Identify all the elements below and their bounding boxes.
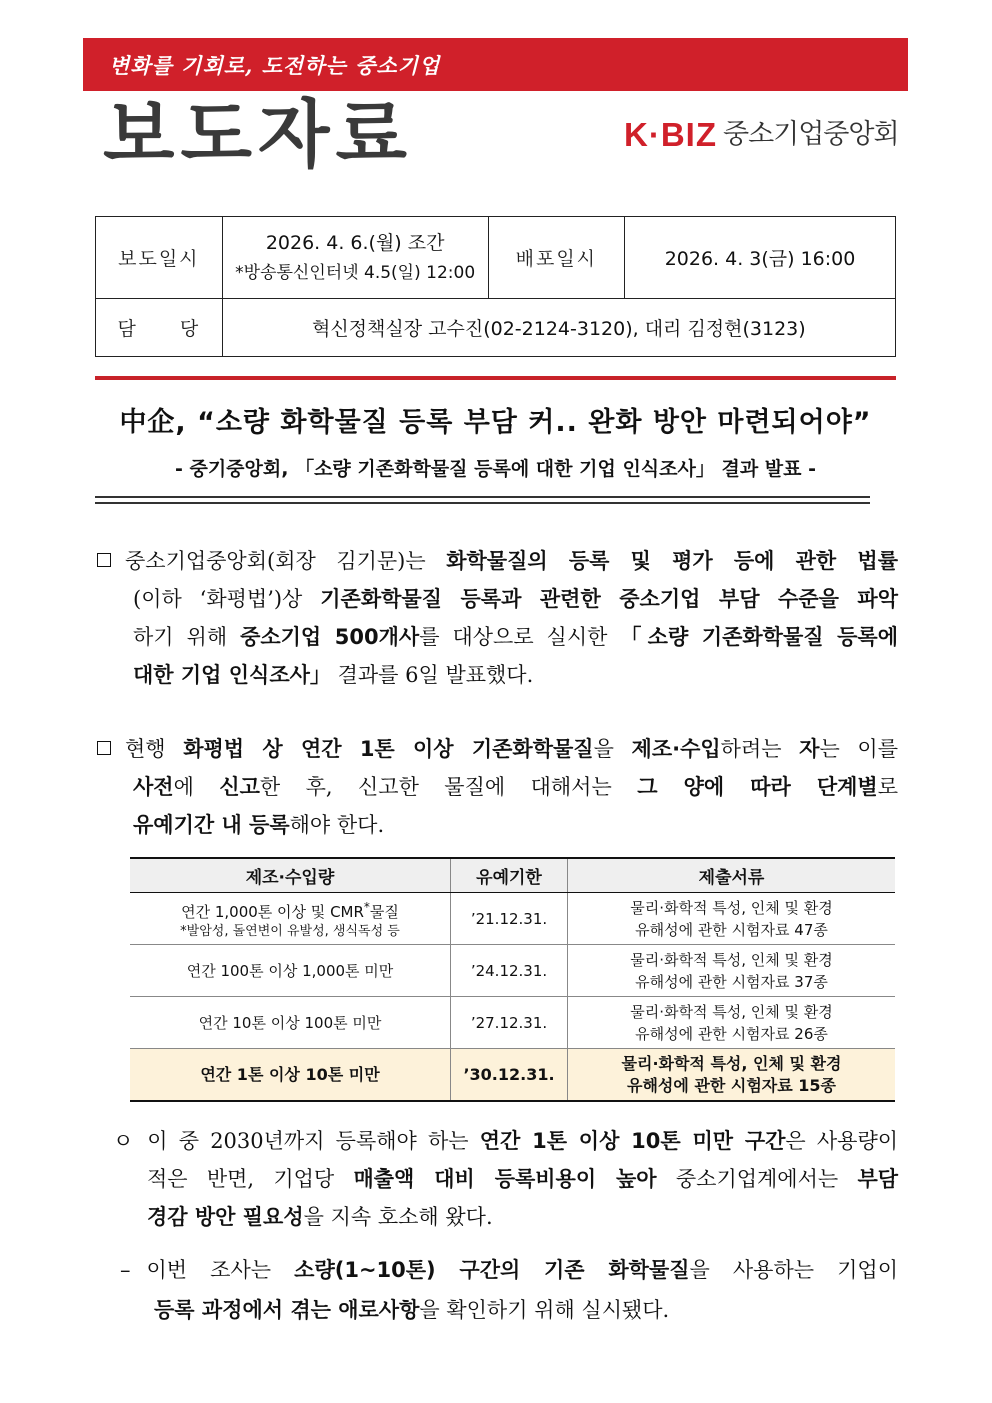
cell-quantity-note: *발암성, 돌연변이 유발성, 생식독성 등: [180, 924, 400, 939]
release-date-cell: [222, 217, 488, 299]
contact-label: 담 당: [96, 299, 223, 357]
col-header-quantity: 제조·수입량: [130, 858, 451, 893]
release-info-table: [95, 216, 896, 357]
table-header-row: [130, 858, 895, 893]
table-row-highlighted: [130, 1049, 895, 1102]
square-bullet-icon: [97, 741, 111, 755]
distribution-date-label: 배포일시: [488, 217, 624, 299]
table-row: [130, 893, 895, 945]
cell-documents: 물리·화학적 특성, 인체 및 환경 유해성에 관한 시험자료 15종: [568, 1049, 896, 1102]
cell-quantity: 연간 1톤 이상 10톤 미만: [130, 1049, 451, 1102]
cell-documents: 물리·화학적 특성, 인체 및 환경 유해성에 관한 시험자료 47종: [568, 893, 896, 945]
col-header-documents: 제출서류: [568, 858, 896, 893]
registration-schedule-table: [130, 857, 895, 1102]
distribution-date-value: 2026. 4. 3(금) 16:00: [625, 217, 896, 299]
contact-value: 혁신정책실장 고수진(02-2124-3120), 대리 김정현(3123): [222, 299, 895, 357]
release-date-note: *방송통신인터넷 4.5(일) 12:00: [235, 262, 476, 283]
para1-line2: (이하 ‘화평법’)상 기존화학물질 등록과 관련한 중소기업 부담 수준을 파악: [133, 587, 898, 611]
cell-deadline: ’21.12.31.: [451, 893, 568, 945]
page-title: 보도자료: [103, 92, 413, 178]
para2-line3: 유예기간 내 등록해야 한다.: [133, 813, 385, 837]
kbiz-logo: [624, 118, 899, 158]
slogan-banner: [83, 38, 908, 91]
para4-line2: 등록 과정에서 겪는 애로사항을 확인하기 위해 실시됐다.: [154, 1298, 670, 1322]
double-rule-bottom: [95, 502, 870, 504]
cell-quantity: 연간 10톤 이상 100톤 미만: [130, 997, 451, 1049]
para3-line3: 경감 방안 필요성을 지속 호소해 왔다.: [147, 1205, 493, 1229]
dash-bullet-icon: –: [120, 1258, 131, 1282]
para3-line2: 적은 반면, 기업당 매출액 대비 등록비용이 높아 중소기업계에서는 부담: [147, 1167, 899, 1191]
para3-line1: ㅇ 이 중 2030년까지 등록해야 하는 연간 1톤 이상 10톤 미만 구간은 사용량이: [113, 1129, 899, 1153]
cell-deadline: ’24.12.31.: [451, 945, 568, 997]
paragraph-survey-intro: [95, 542, 898, 694]
slogan-text: 변화를 기회로, 도전하는 중소기업: [109, 53, 441, 78]
paragraph-small-quantity: [113, 1122, 898, 1236]
headline: 中企, “소량 화학물질 등록 부담 커.. 완화 방안 마련되어야”: [119, 407, 872, 438]
double-rule-top: [95, 496, 870, 498]
para4-line1: – 이번 조사는 소량(1~10톤) 구간의 기존 화학물질을 사용하는 기업이: [120, 1258, 899, 1282]
table-row: [130, 997, 895, 1049]
cell-documents: 물리·화학적 특성, 인체 및 환경 유해성에 관한 시험자료 26종: [568, 997, 896, 1049]
paragraph-survey-purpose: [120, 1250, 898, 1330]
cell-deadline: ’27.12.31.: [451, 997, 568, 1049]
release-date-label: 보도일시: [96, 217, 223, 299]
para2-line2: 사전에 신고한 후, 신고한 물질에 대해서는 그 양에 따라 단계별로: [133, 775, 898, 799]
logo-org-name: 중소기업중앙회: [722, 119, 899, 150]
cell-quantity: 연간 100톤 이상 1,000톤 미만: [130, 945, 451, 997]
square-bullet-icon: [97, 553, 111, 567]
para1-line4: 대한 기업 인식조사」 결과를 6일 발표했다.: [133, 663, 534, 687]
logo-kbiz: K·BIZ: [624, 116, 717, 153]
col-header-deadline: 유예기한: [451, 858, 568, 893]
cell-deadline: ’30.12.31.: [451, 1049, 568, 1102]
title-divider: [95, 376, 896, 380]
circle-bullet-icon: ㅇ: [113, 1129, 134, 1153]
subheadline: - 중기중앙회, 「소량 기존화학물질 등록에 대한 기업 인식조사」 결과 발표 -: [174, 458, 817, 480]
para1-line3: 하기 위해 중소기업 500개사를 대상으로 실시한 「소량 기존화학물질 등록에: [133, 625, 898, 649]
cell-quantity: 연간 1,000톤 이상 및 CMR*물질 *발암성, 돌연변이 유발성, 생식독성 등: [130, 893, 451, 945]
cell-documents: 물리·화학적 특성, 인체 및 환경 유해성에 관한 시험자료 37종: [568, 945, 896, 997]
paragraph-regulation: [95, 730, 898, 844]
para2-line1: 현행 화평법 상 연간 1톤 이상 기존화학물질을 제조·수입하려는 자는 이를: [95, 730, 898, 768]
release-date-value: 2026. 4. 6.(월) 조간: [265, 231, 445, 254]
table-row: [130, 945, 895, 997]
para1-line1: 중소기업중앙회(회장 김기문)는 화학물질의 등록 및 평가 등에 관한 법률: [95, 542, 898, 580]
